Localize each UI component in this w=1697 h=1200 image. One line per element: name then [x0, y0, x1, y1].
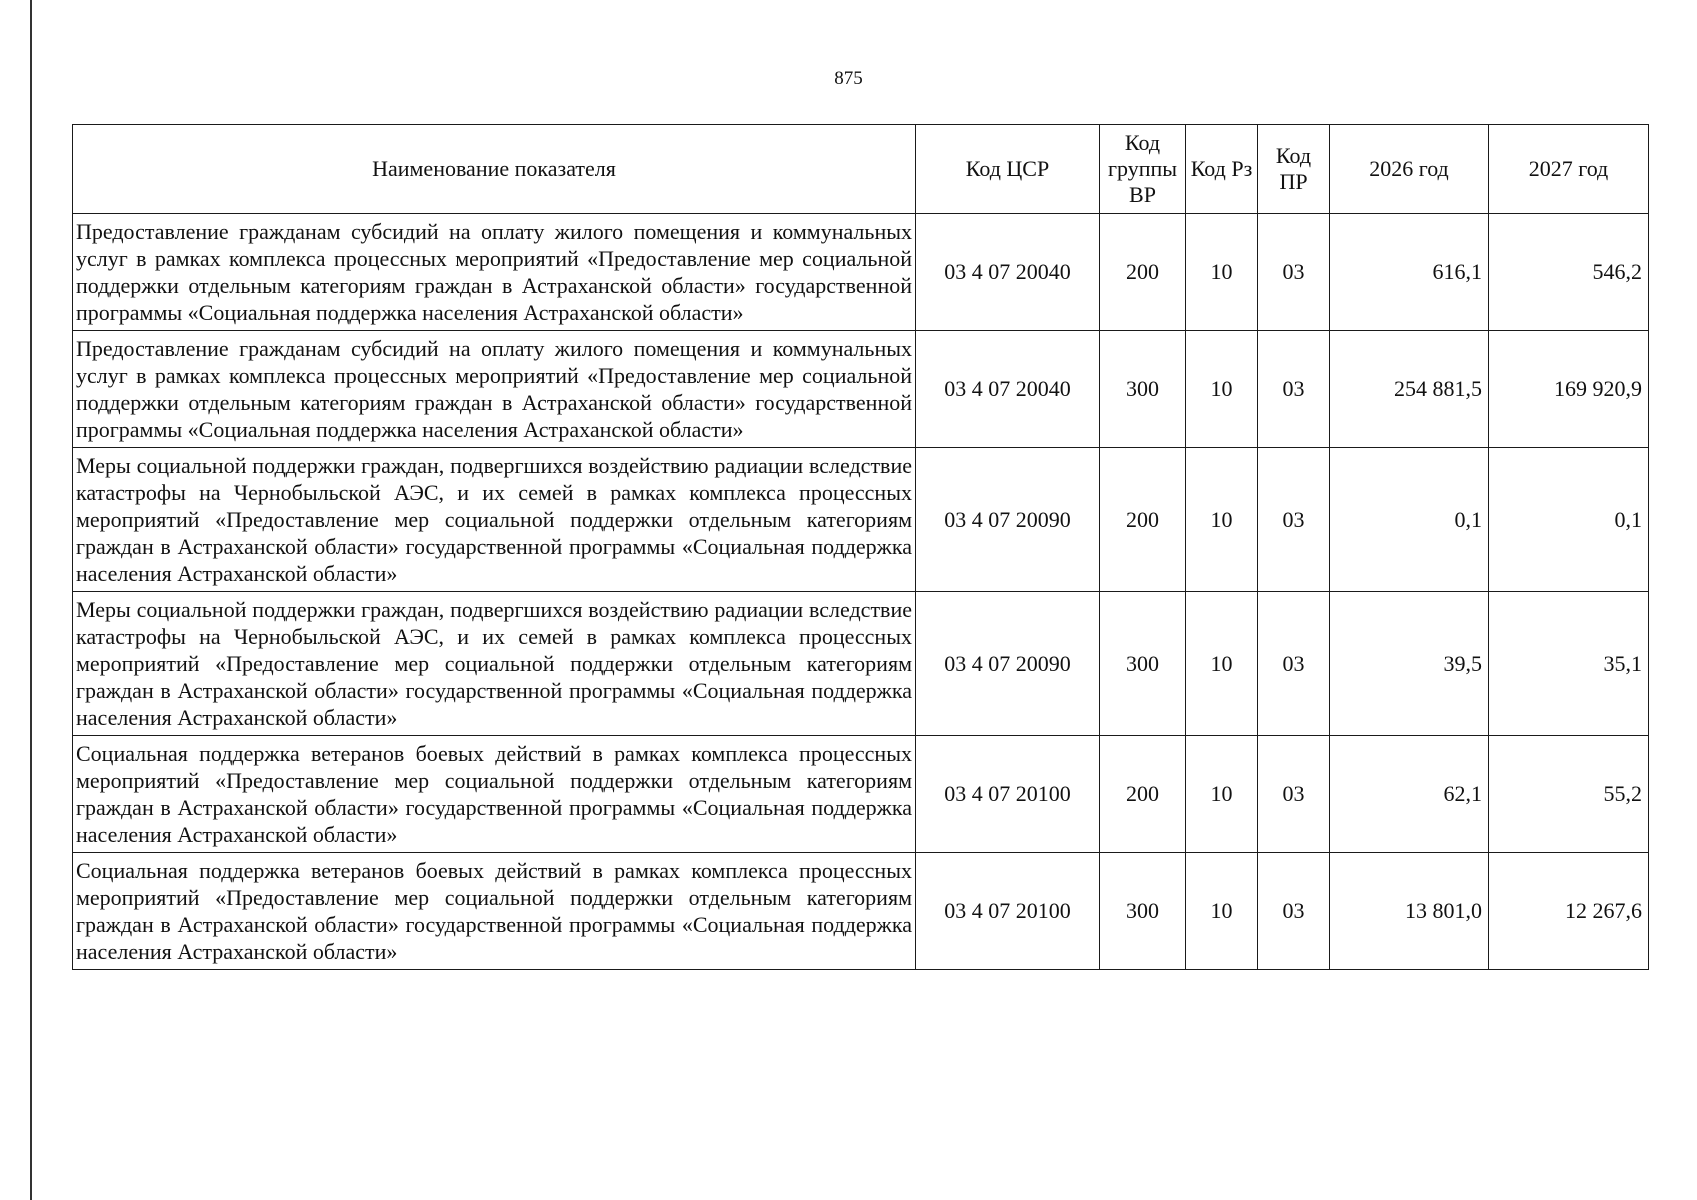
row-name: Социальная поддержка ветеранов боевых действий в рамках комплекса процессных мероприятий «Предоставление мер социальной поддержки отдельным категориям граждан в Астраханской области» государственной программы «Социальная поддержка населения Астраханской области»: [73, 853, 916, 970]
row-pr: 03: [1258, 853, 1330, 970]
header-year-2026: 2026 год: [1330, 125, 1489, 214]
header-year-2027: 2027 год: [1489, 125, 1649, 214]
header-pr: Код ПР: [1258, 125, 1330, 214]
row-vr: 300: [1100, 592, 1186, 736]
header-csr: Код ЦСР: [916, 125, 1100, 214]
row-year-2026: 39,5: [1330, 592, 1489, 736]
table-row: [73, 853, 1649, 970]
row-year-2026: 254 881,5: [1330, 331, 1489, 448]
row-year-2026: 13 801,0: [1330, 853, 1489, 970]
header-vr: Код группы ВР: [1100, 125, 1186, 214]
row-vr: 300: [1100, 853, 1186, 970]
row-vr: 200: [1100, 214, 1186, 331]
row-rz: 10: [1186, 853, 1258, 970]
row-rz: 10: [1186, 214, 1258, 331]
row-vr: 200: [1100, 448, 1186, 592]
row-rz: 10: [1186, 448, 1258, 592]
row-year-2026: 616,1: [1330, 214, 1489, 331]
row-csr: 03 4 07 20100: [916, 736, 1100, 853]
table-header-row: [73, 125, 1649, 214]
row-csr: 03 4 07 20100: [916, 853, 1100, 970]
budget-table: [72, 124, 1649, 970]
row-name: Меры социальной поддержки граждан, подвергшихся воздействию радиации вследствие катастрофы на Чернобыльской АЭС, и их семей в рамках комплекса процессных мероприятий «Предоставление мер социальной поддержки отдельным категориям граждан в Астраханской области» государственной программы «Социальная поддержка населения Астраханской области»: [73, 592, 916, 736]
row-year-2027: 0,1: [1489, 448, 1649, 592]
row-name: Социальная поддержка ветеранов боевых действий в рамках комплекса процессных мероприятий «Предоставление мер социальной поддержки отдельным категориям граждан в Астраханской области» государственной программы «Социальная поддержка населения Астраханской области»: [73, 736, 916, 853]
page-number: 875: [834, 68, 863, 89]
row-year-2027: 35,1: [1489, 592, 1649, 736]
page-binding-line: [30, 0, 32, 1200]
row-csr: 03 4 07 20090: [916, 448, 1100, 592]
row-rz: 10: [1186, 592, 1258, 736]
table-row: [73, 592, 1649, 736]
table-row: [73, 214, 1649, 331]
row-pr: 03: [1258, 448, 1330, 592]
row-year-2026: 0,1: [1330, 448, 1489, 592]
row-csr: 03 4 07 20040: [916, 331, 1100, 448]
header-rz: Код Рз: [1186, 125, 1258, 214]
row-vr: 200: [1100, 736, 1186, 853]
row-csr: 03 4 07 20040: [916, 214, 1100, 331]
row-year-2026: 62,1: [1330, 736, 1489, 853]
table-row: [73, 736, 1649, 853]
row-year-2027: 55,2: [1489, 736, 1649, 853]
row-year-2027: 546,2: [1489, 214, 1649, 331]
row-pr: 03: [1258, 736, 1330, 853]
row-name: Предоставление гражданам субсидий на оплату жилого помещения и коммунальных услуг в рамках комплекса процессных мероприятий «Предоставление мер социальной поддержки отдельным категориям граждан в Астраханской области» государственной программы «Социальная поддержка населения Астраханской области»: [73, 214, 916, 331]
row-name: Меры социальной поддержки граждан, подвергшихся воздействию радиации вследствие катастрофы на Чернобыльской АЭС, и их семей в рамках комплекса процессных мероприятий «Предоставление мер социальной поддержки отдельным категориям граждан в Астраханской области» государственной программы «Социальная поддержка населения Астраханской области»: [73, 448, 916, 592]
row-name: Предоставление гражданам субсидий на оплату жилого помещения и коммунальных услуг в рамках комплекса процессных мероприятий «Предоставление мер социальной поддержки отдельным категориям граждан в Астраханской области» государственной программы «Социальная поддержка населения Астраханской области»: [73, 331, 916, 448]
row-rz: 10: [1186, 331, 1258, 448]
row-pr: 03: [1258, 214, 1330, 331]
header-name: Наименование показателя: [73, 125, 916, 214]
table-row: [73, 448, 1649, 592]
row-vr: 300: [1100, 331, 1186, 448]
row-year-2027: 12 267,6: [1489, 853, 1649, 970]
row-rz: 10: [1186, 736, 1258, 853]
row-pr: 03: [1258, 592, 1330, 736]
row-year-2027: 169 920,9: [1489, 331, 1649, 448]
row-pr: 03: [1258, 331, 1330, 448]
row-csr: 03 4 07 20090: [916, 592, 1100, 736]
table-row: [73, 331, 1649, 448]
